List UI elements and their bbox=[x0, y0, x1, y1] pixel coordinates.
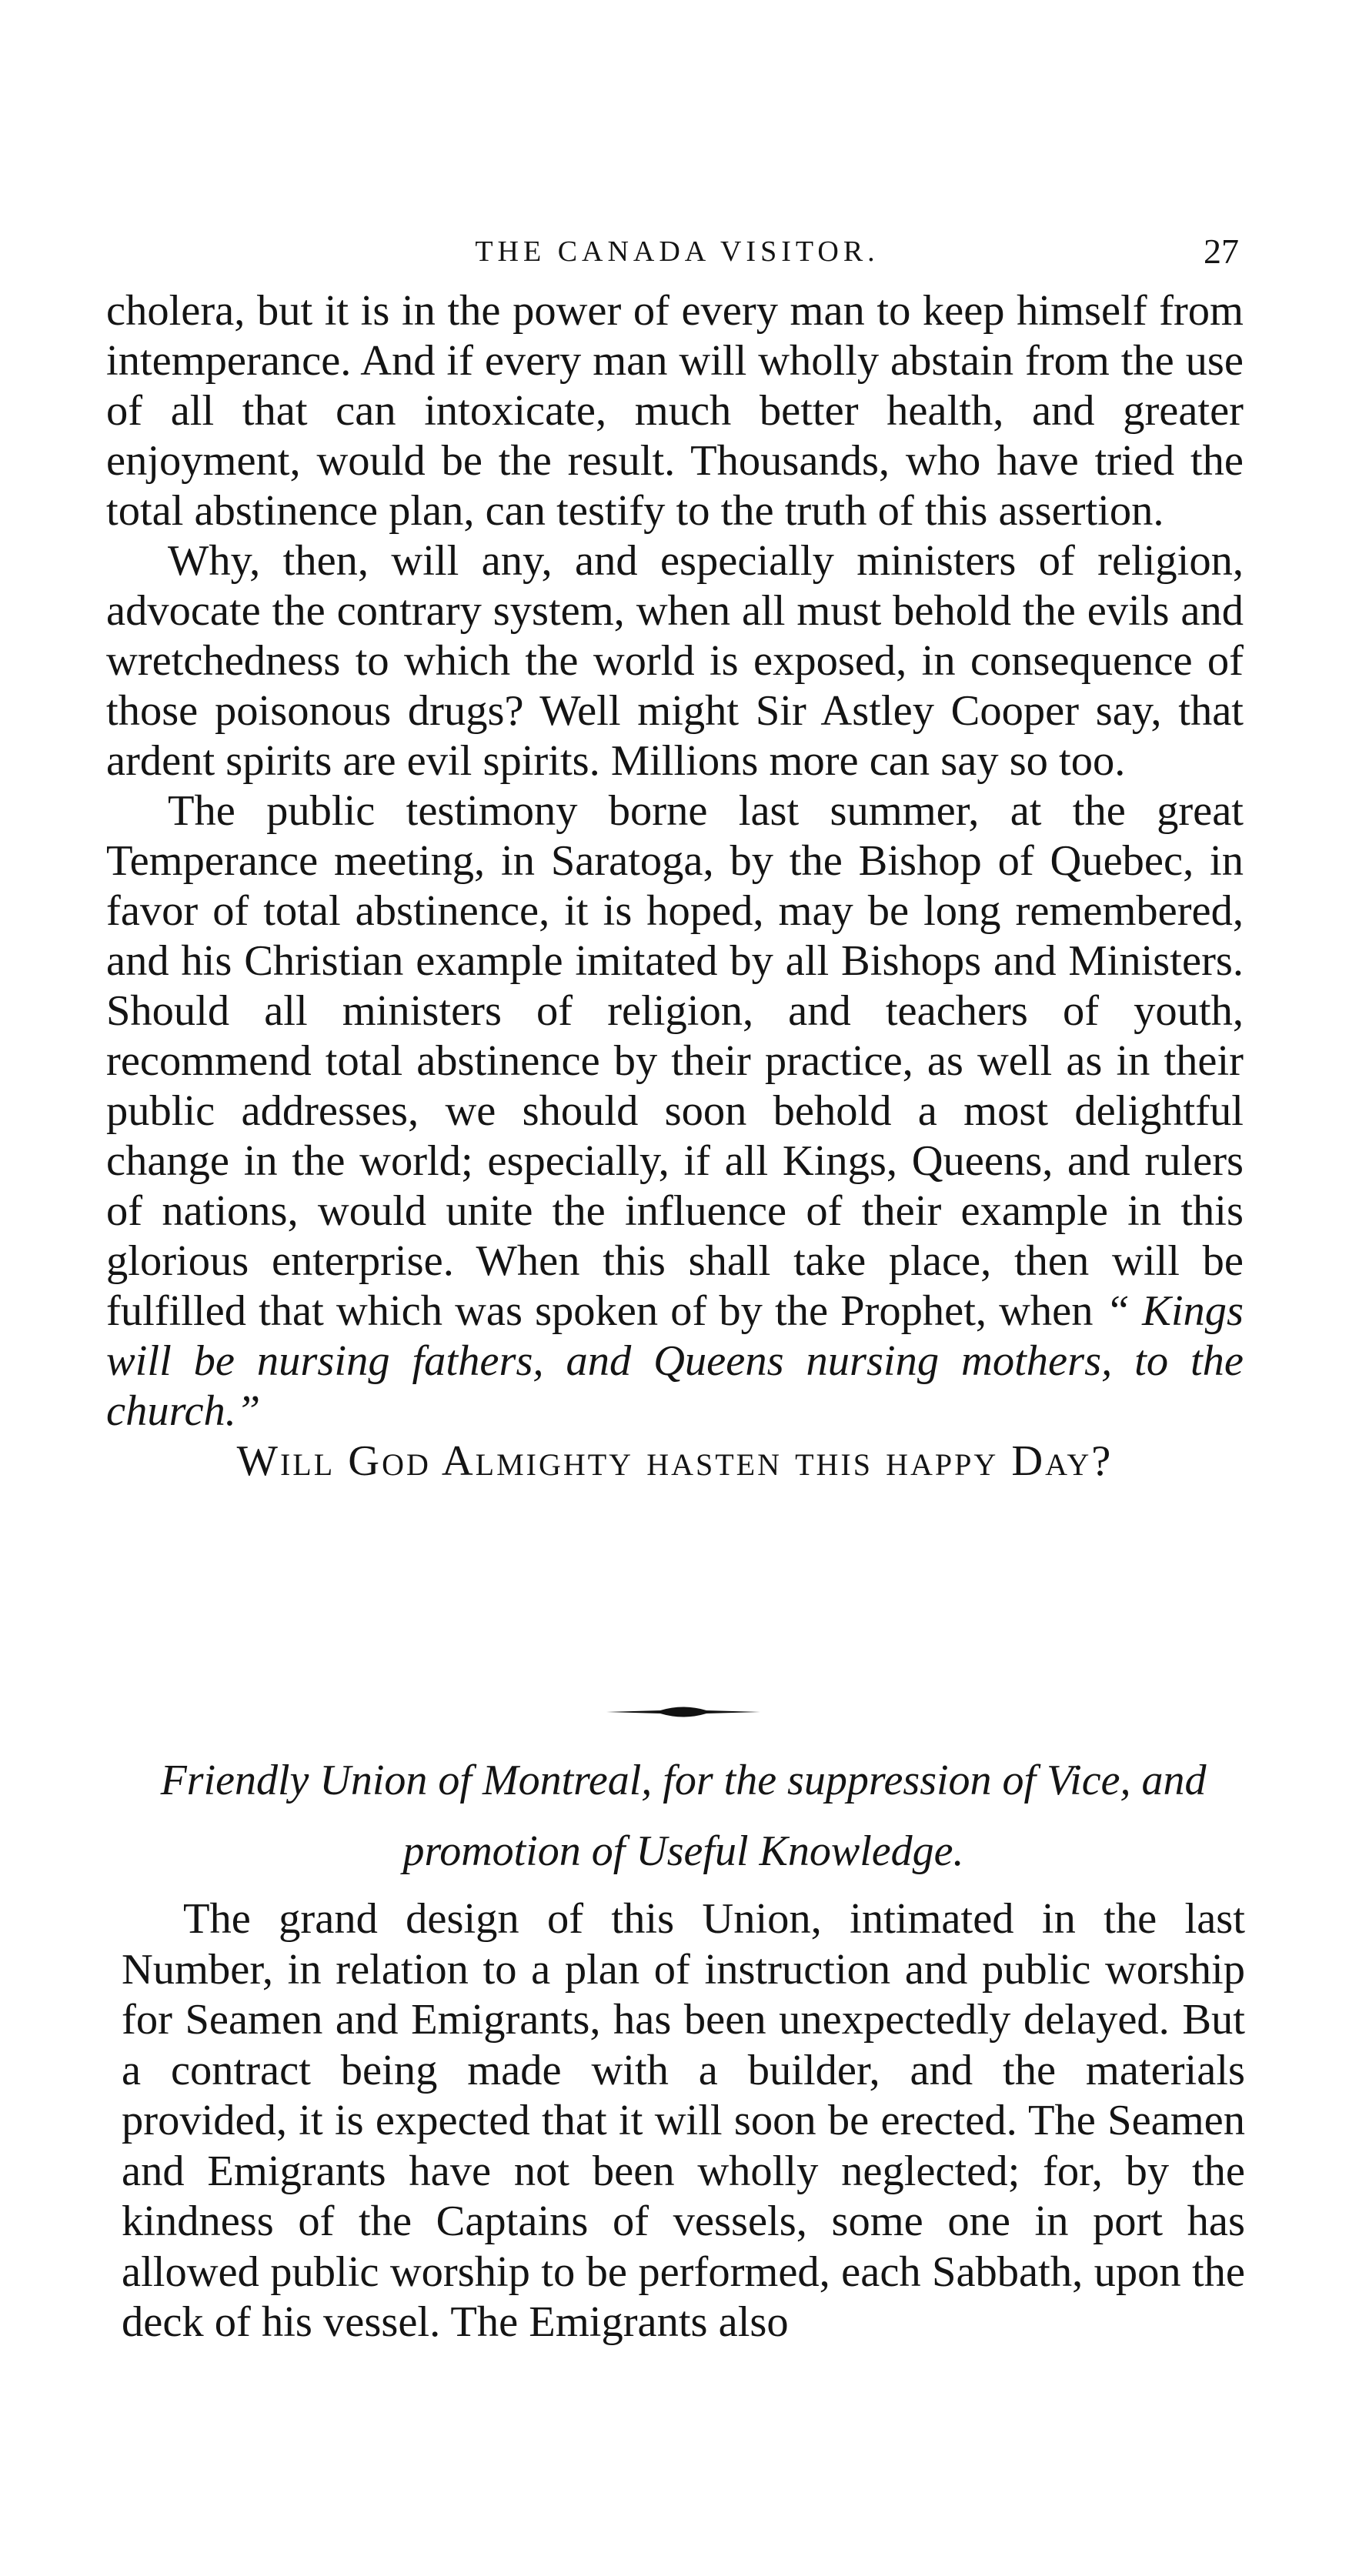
article-section bbox=[122, 1745, 1245, 2348]
paragraph-testimony bbox=[106, 786, 1244, 1436]
article-title: Friendly Union of Montreal, for the suppression of Vice, and promotion of Useful Knowledge. bbox=[160, 1757, 1207, 1875]
paragraph-testimony-text: The public testimony borne last summer, at the great Temperance meeting, in Saratoga, by the Bishop of Quebec, in favor of total abstinence, it is hoped, may be long remembered, and his Christian example imitated by all Bishops and Ministers. Should all ministers of religion, and teachers of youth, recommend total abstinence by their practice, as well as in their public addresses, we should soon behold a most delightful change in the world; especially, if all Kings, Queens, and rulers of nations, would unite the influence of their example in this glorious enterprise. When this shall take place, then will be fulfilled that which was spoken of by the Prophet, when bbox=[106, 787, 1244, 1335]
continued-text bbox=[106, 286, 1244, 1487]
paragraph-continued: cholera, but it is in the power of every man to keep himself from intemperance. And if every man will wholly abstain from the use of all that can intoxicate, much better health, and greater enjoyment, would be the result. Thousands, who have tried the total abstinence plan, can testify to the truth of this assertion. bbox=[106, 287, 1244, 535]
running-head: THE CANADA VISITOR. bbox=[475, 235, 880, 268]
section-divider-ornament bbox=[606, 1703, 760, 1720]
prophet-quotation: “ Kings will be nursing fathers, and Queens nursing mothers, to the church.” bbox=[106, 1287, 1244, 1435]
paragraph-ministers: Why, then, will any, and especially ministers of religion, advocate the contrary system, when all must behold the evils and wretchedness to which the world is exposed, in consequence of those poisonous drugs? Well might Sir Astley Cooper say, that ardent spirits are evil spirits. Millions more can say so too. bbox=[106, 537, 1244, 785]
page-number: 27 bbox=[1204, 232, 1239, 271]
page-header bbox=[115, 229, 1239, 274]
closing-line: Will God Almighty hasten this happy Day? bbox=[236, 1437, 1114, 1485]
article-body: The grand design of this Union, intimated in the last Number, in relation to a plan of instruction and public worship for Seamen and Emigrants, has been unexpectedly delayed. But a contract being made with a builder, and the materials provided, it is expected that it will soon be erected. The Seamen and Emigrants have not been wholly neglected; for, by the kindness of the Captains of vessels, some one in port has allowed public worship to be performed, each Sabbath, upon the deck of his vessel. The Emigrants also bbox=[122, 1895, 1245, 2346]
